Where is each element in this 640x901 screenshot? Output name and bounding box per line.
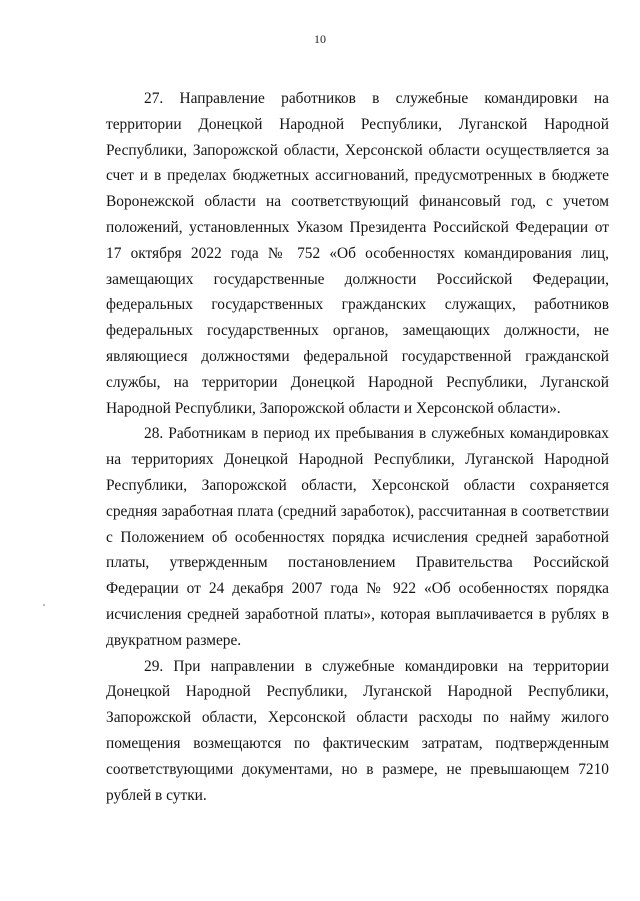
paragraph-27: 27. Направление работников в служебные командировки на территории Донецкой Народной Республики, Луганской Народной Республики, Запорожской области, Херсонской области осуществляется за счет и в пределах бюджетных ассигнований, предусмотренных в бюджете Воронежской области на соответствующий финансовый год, с учетом положений, установленных Указом Президента Российской Федерации от 17 октября 2022 года № 752 «Об особенностях командирования лиц, замещающих государственные должности Российской Федерации, федеральных государственных гражданских служащих, работников федеральных государственных органов, замещающих должности, не являющиеся должностями федеральной государственной гражданской службы, на территории Донецкой Народной Республики, Луганской Народной Республики, Запорожской области и Херсонской области». xyxy=(106,90,609,417)
page-number: 10 xyxy=(314,32,326,46)
paragraph-29: 29. При направлении в служебные командировки на территории Донецкой Народной Республики, Луганской Народной Республики, Запорожской области, Херсонской области расходы по найму жилого помещения возмещаются по фактическим затратам, подтвержденным соответствующими документами, но в размере, не превышающем 7210 рублей в сутки. xyxy=(106,657,609,804)
scan-artifact-dot xyxy=(43,604,45,606)
paragraph-28: 28. Работникам в период их пребывания в служебных командировках на территориях Донецкой Народной Республики, Луганской Народной Республики, Запорожской области, Херсонской области сохраняется средняя заработная плата (средний заработок), рассчитанная в соответствии с Положением об особенностях порядка исчисления средней заработной платы, утвержденным постановлением Правительства Российской Федерации от 24 декабря 2007 года № 922 «Об особенностях порядка исчисления средней заработной платы», которая выплачивается в рублях в двукратном размере. xyxy=(106,425,609,649)
document-body xyxy=(106,86,609,808)
